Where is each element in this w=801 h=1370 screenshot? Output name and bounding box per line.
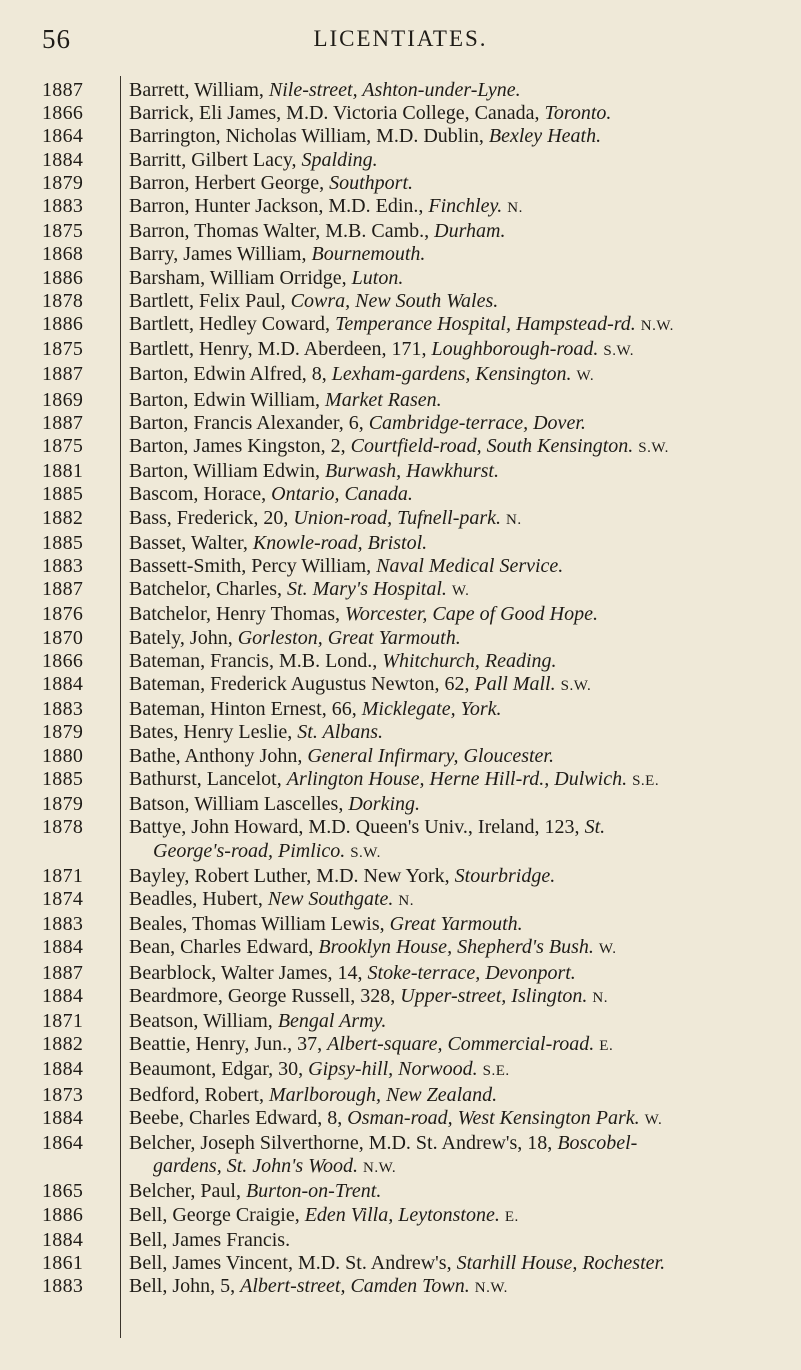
licence-year: 1884 [42,673,84,696]
list-item [0,1204,801,1229]
licentiate-name: Batson, William Lascelles, [129,793,344,816]
licence-year: 1883 [42,1275,84,1298]
postal-district: N. [398,892,414,909]
list-item [0,1010,801,1033]
list-item [0,79,801,102]
licence-year: 1883 [42,555,84,578]
entry-text [117,793,789,816]
entry-text [117,220,789,243]
entry-text [117,555,789,578]
entry-text [117,865,789,888]
licentiate-name: Battye, John Howard, M.D. Queen's Univ., Ireland, 123, [129,816,580,839]
licentiate-address: St. Albans. [297,721,384,744]
licence-year: 1870 [42,626,84,649]
entry-text [117,768,789,793]
licentiate-name: Beatson, William, [129,1009,273,1032]
postal-district: N.W. [640,318,674,335]
list-item [0,172,801,195]
licentiate-address: New Southgate. [267,887,394,910]
list-item [0,125,801,148]
list-item [0,267,801,290]
list-item [0,195,801,220]
entry-text [117,102,789,125]
list-item [0,1252,801,1275]
entry-text [117,985,789,1010]
postal-district: W. [576,368,595,385]
licentiate-address: Durham. [434,220,506,243]
entry-text [117,172,789,195]
licentiate-name: Bayley, Robert Luther, M.D. New York, [129,864,450,887]
entry-text [117,1107,789,1132]
licentiate-address: Starhill House, Rochester. [456,1251,666,1274]
list-item [0,507,801,532]
licentiate-name: Barron, Thomas Walter, M.B. Camb., [129,220,430,243]
list-item [0,913,801,936]
licentiate-address: Dorking. [348,793,421,816]
entry-text [117,1058,789,1083]
licentiate-name: Bathe, Anthony John, [129,744,303,767]
list-item [0,220,801,243]
entry-text [117,338,789,363]
licentiate-address: Naval Medical Service. [376,555,564,578]
list-item [0,721,801,744]
entry-text [117,578,789,603]
licentiate-address: Cambridge-terrace, Dover. [368,411,586,434]
licentiate-address: Albert-square, Commercial-road. [327,1033,595,1056]
licence-year: 1879 [42,721,84,744]
licentiate-address: Luton. [351,266,404,289]
list-item [0,435,801,460]
licence-year: 1873 [42,1083,84,1106]
postal-district: N. [507,200,523,217]
postal-district: S.E. [632,772,660,789]
licentiate-address: Micklegate, York. [361,698,502,721]
licentiate-name: Bass, Frederick, 20, [129,506,289,529]
list-item [0,962,801,985]
list-item [0,865,801,888]
licentiate-name: Bedford, Robert, [129,1083,264,1106]
list-item [0,1033,801,1058]
licentiate-address: Spalding. [301,148,378,171]
list-item [0,483,801,506]
entry-text [117,532,789,555]
licence-year: 1878 [42,289,84,312]
list-item [0,816,801,864]
licence-year: 1887 [42,363,84,386]
entry-text [117,936,789,961]
licentiate-name: Bateman, Francis, M.B. Lond., [129,649,378,672]
licentiate-name: Bascom, Horace, [129,483,267,506]
licentiate-address: Market Rasen. [325,388,442,411]
entry-text [117,412,789,435]
licence-year: 1886 [42,266,84,289]
entry-text [117,435,789,460]
licence-year: 1882 [42,1033,84,1056]
entry-text [117,149,789,172]
list-item [0,1229,801,1252]
licentiate-name: Bates, Henry Leslie, [129,721,293,744]
licence-year: 1865 [42,1180,84,1203]
postal-district: S.W. [638,440,669,457]
list-item [0,363,801,388]
list-item [0,532,801,555]
entry-continuation [129,840,789,865]
licentiate-address: Arlington House, Herne Hill-rd., Dulwich. [286,767,628,790]
licentiate-name: Bathurst, Lancelot, [129,767,282,790]
entry-text [117,389,789,412]
licentiate-address: Pall Mall. [474,673,556,696]
list-item [0,745,801,768]
licentiate-name: Bartlett, Hedley Coward, [129,313,331,336]
postal-district: W. [451,583,470,600]
licentiate-name: Barry, James William, [129,243,307,266]
licentiate-address: Lexham-gardens, Kensington. [331,363,572,386]
list-item [0,793,801,816]
licentiate-name: Batchelor, Charles, [129,578,283,601]
entry-text [117,267,789,290]
licentiate-name: Bartlett, Henry, M.D. Aberdeen, 171, [129,338,427,361]
licentiate-address: Boscobel- [557,1131,638,1154]
licence-year: 1887 [42,961,84,984]
list-item [0,1275,801,1300]
licentiate-address: Eden Villa, Leytonstone. [304,1203,500,1226]
licence-year: 1866 [42,102,84,125]
licentiate-address: Bournemouth. [311,243,426,266]
licentiate-address: Finchley. [428,195,503,218]
licentiate-address: Gorleston, Great Yarmouth. [237,626,461,649]
postal-district: W. [598,941,617,958]
licentiate-address: Knowle-road, Bristol. [252,531,428,554]
licentiate-name: Batchelor, Henry Thomas, [129,603,340,626]
list-item [0,673,801,698]
entry-text [117,290,789,313]
entry-text [117,650,789,673]
licence-year: 1884 [42,148,84,171]
licentiate-address: Toronto. [544,102,612,125]
licentiate-address: Stoke-terrace, Devonport. [367,961,576,984]
licentiate-name: Beaumont, Edgar, 30, [129,1058,304,1081]
licentiate-address: Gipsy-hill, Norwood. [308,1058,478,1081]
entry-text [117,913,789,936]
licentiate-address: Whitchurch, Reading. [382,649,557,672]
entry-text [117,698,789,721]
licentiate-name: Basset, Walter, [129,531,248,554]
licentiate-name: Bean, Charles Edward, [129,936,314,959]
licentiate-name: Bell, James Vincent, M.D. St. Andrew's, [129,1251,452,1274]
list-item [0,888,801,913]
entry-text [117,721,789,744]
licentiate-name: Barton, William Edwin, [129,460,321,483]
postal-district: N. [506,511,522,528]
licentiate-address: Loughborough-road. [431,338,599,361]
entry-text [117,1275,789,1300]
entry-text [117,627,789,650]
entry-text [117,1204,789,1229]
licentiate-address: St. Mary's Hospital. [287,578,447,601]
licentiate-address: Bengal Army. [277,1009,387,1032]
licence-year: 1875 [42,220,84,243]
list-item [0,412,801,435]
licentiate-name: Belcher, Joseph Silverthorne, M.D. St. Andrew's, 18, [129,1131,553,1154]
licentiate-address: St. [584,816,606,839]
licentiate-address: George's-road, Pimlico. [153,839,346,862]
licentiate-name: Beadles, Hubert, [129,887,263,910]
list-item [0,102,801,125]
licence-year: 1886 [42,313,84,336]
licentiate-address: Burwash, Hawkhurst. [325,460,499,483]
licence-year: 1885 [42,483,84,506]
licentiate-name: Beebe, Charles Edward, 8, [129,1106,343,1129]
licence-year: 1883 [42,698,84,721]
licentiate-address: Courtfield-road, South Kensington. [350,435,634,458]
licence-year: 1880 [42,744,84,767]
licence-year: 1884 [42,936,84,959]
licence-year: 1885 [42,767,84,790]
licence-year: 1882 [42,506,84,529]
licentiate-name: Barron, Hunter Jackson, M.D. Edin., [129,195,424,218]
licentiate-address: Osman-road, West Kensington Park. [347,1106,640,1129]
licence-year: 1883 [42,195,84,218]
entry-text [117,1010,789,1033]
list-item [0,555,801,578]
licentiate-name: Barton, Edwin Alfred, 8, [129,363,327,386]
postal-district: S.E. [482,1063,510,1080]
licentiate-name: Bearblock, Walter James, 14, [129,961,363,984]
licentiate-address: Union-road, Tufnell-park. [293,506,502,529]
entry-text [117,673,789,698]
licence-year: 1887 [42,411,84,434]
licence-year: 1871 [42,864,84,887]
licence-year: 1868 [42,243,84,266]
licentiate-address: Southport. [329,171,414,194]
licentiate-name: Belcher, Paul, [129,1180,241,1203]
licence-year: 1864 [42,1131,84,1154]
entry-text [117,313,789,338]
entry-text [117,460,789,483]
licence-year: 1875 [42,338,84,361]
licentiate-address: General Infirmary, Gloucester. [307,744,554,767]
postal-district: N.W. [363,1160,397,1177]
list-item [0,698,801,721]
entry-text [117,507,789,532]
list-item [0,313,801,338]
licence-year: 1876 [42,603,84,626]
licentiate-name: Bassett-Smith, Percy William, [129,555,372,578]
licence-year: 1874 [42,887,84,910]
entry-text [117,243,789,266]
licentiate-name: Bately, John, [129,626,233,649]
licence-year: 1879 [42,171,84,194]
entry-text [117,125,789,148]
postal-district: N.W. [474,1280,508,1297]
list-item [0,985,801,1010]
entry-continuation [129,1155,789,1180]
postal-district: N. [592,989,609,1006]
licentiate-address: Upper-street, Islington. [400,984,588,1007]
licentiate-name: Barritt, Gilbert Lacy, [129,148,297,171]
licentiate-address: Marlborough, New Zealand. [268,1083,498,1106]
postal-district: W. [644,1111,663,1128]
entry-text [117,79,789,102]
licentiate-name: Barsham, William Orridge, [129,266,347,289]
list-item [0,460,801,483]
entry-text [117,1084,789,1107]
licentiate-name: Bateman, Frederick Augustus Newton, 62, [129,673,470,696]
list-item [0,768,801,793]
licentiate-name: Beattie, Henry, Jun., 37, [129,1033,323,1056]
licence-year: 1884 [42,1228,84,1251]
page-number: 56 [42,24,71,54]
list-item [0,1132,801,1180]
entry-text [117,888,789,913]
running-head: LICENTIATES. [313,26,488,51]
licence-year: 1887 [42,578,84,601]
licentiate-name: Bateman, Hinton Ernest, 66, [129,698,357,721]
licentiate-address: gardens, St. John's Wood. [153,1155,359,1178]
licence-year: 1864 [42,125,84,148]
licentiate-address: Great Yarmouth. [389,913,523,936]
licentiate-name: Barrett, William, [129,79,264,101]
licence-year: 1881 [42,460,84,483]
licentiate-name: Barton, James Kingston, 2, [129,435,346,458]
postal-district: S.W. [603,343,635,360]
licentiate-name: Bartlett, Felix Paul, [129,289,286,312]
list-item [0,650,801,673]
licentiate-name: Barton, Francis Alexander, 6, [129,411,364,434]
list-item [0,290,801,313]
list-item [0,1058,801,1083]
postal-district: E. [504,1208,519,1225]
licence-year: 1883 [42,913,84,936]
licentiate-name: Beardmore, George Russell, 328, [129,984,396,1007]
licentiate-address: Bexley Heath. [488,125,602,148]
licentiate-list [0,79,801,1300]
entry-text [117,1033,789,1058]
list-item [0,627,801,650]
entry-text [117,603,789,626]
licence-year: 1884 [42,1106,84,1129]
licence-year: 1886 [42,1203,84,1226]
licentiate-name: Bell, James Francis. [129,1228,291,1251]
entry-text [117,962,789,985]
licentiate-address: Worcester, Cape of Good Hope. [345,603,598,626]
licentiate-address: Brooklyn House, Shepherd's Bush. [318,936,594,959]
postal-district: S.W. [350,844,381,861]
licentiate-name: Barrick, Eli James, M.D. Victoria College, Canada, [129,102,540,125]
licence-year: 1884 [42,984,84,1007]
licence-year: 1879 [42,793,84,816]
licentiate-address: Burton-on-Trent. [245,1180,382,1203]
licentiate-name: Beales, Thomas William Lewis, [129,913,385,936]
list-item [0,338,801,363]
list-item [0,578,801,603]
postal-district: E. [599,1038,614,1055]
postal-district: S.W. [560,678,592,695]
licentiate-name: Barron, Herbert George, [129,171,325,194]
licentiate-name: Bell, George Craigie, [129,1203,300,1226]
licentiate-name: Barrington, Nicholas William, M.D. Dublin, [129,125,484,148]
licence-year: 1861 [42,1251,84,1274]
list-item [0,1084,801,1107]
licence-year: 1871 [42,1009,84,1032]
list-item [0,936,801,961]
entry-text [117,1132,789,1180]
entry-text [117,363,789,388]
entry-text [117,195,789,220]
list-item [0,243,801,266]
list-item [0,389,801,412]
licence-year: 1878 [42,816,84,839]
licentiate-address: Temperance Hospital, Hampstead-rd. [335,313,636,336]
licence-year: 1885 [42,531,84,554]
licentiate-address: Stourbridge. [454,864,556,887]
entry-text [117,816,789,864]
entry-text [117,745,789,768]
entry-text [117,1252,789,1275]
list-item [0,149,801,172]
licentiate-address: Ontario, Canada. [271,483,413,506]
licence-year: 1884 [42,1058,84,1081]
list-item [0,1107,801,1132]
licentiate-name: Bell, John, 5, [129,1275,236,1298]
licentiate-address: Cowra, New South Wales. [290,289,499,312]
licentiate-name: Barton, Edwin William, [129,388,321,411]
licence-year: 1875 [42,435,84,458]
list-item [0,603,801,626]
licence-year: 1866 [42,649,84,672]
entry-text [117,483,789,506]
licentiate-address: Albert-street, Camden Town. [240,1275,470,1298]
list-item [0,1180,801,1203]
entry-text [117,1180,789,1203]
licentiate-address: Nile-street, Ashton-under-Lyne. [268,79,521,101]
entry-text [117,1229,789,1252]
licence-year: 1869 [42,388,84,411]
licence-year: 1887 [42,79,84,101]
